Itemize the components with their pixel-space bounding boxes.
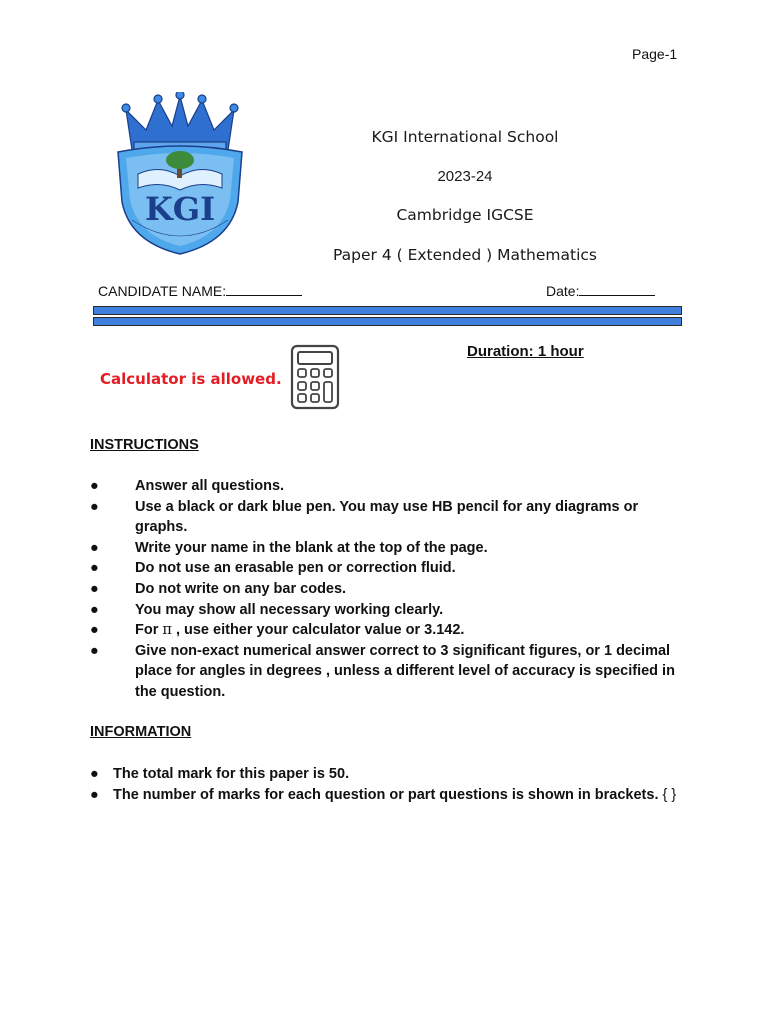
bullet-icon: ● xyxy=(90,766,99,782)
list-item: ● Write your name in the blank at the top of the page. xyxy=(90,538,690,559)
list-item: ● Do not write on any bar codes. xyxy=(90,579,690,600)
date-blank xyxy=(579,281,655,296)
list-item: ● You may show all necessary working clearly. xyxy=(90,600,690,621)
bullet-icon: ● xyxy=(90,539,99,556)
bullet-icon: ● xyxy=(90,622,99,639)
page-number: Page-1 xyxy=(632,46,678,62)
date-field xyxy=(546,281,655,299)
instructions-list xyxy=(90,476,690,703)
paper-title: Paper 4 ( Extended ) Mathematics xyxy=(333,246,597,264)
bullet-icon: ● xyxy=(90,601,99,618)
candidate-name-blank xyxy=(226,281,302,296)
bullet-icon: ● xyxy=(90,580,99,597)
list-item: ● Do not use an erasable pen or correction fluid. xyxy=(90,558,690,579)
marks-brackets: { } xyxy=(662,786,677,803)
instructions-heading: INSTRUCTIONS xyxy=(90,437,199,453)
list-item: ● The number of marks for each question or part questions is shown in brackets. { } xyxy=(90,785,690,806)
crown-icon xyxy=(122,92,238,150)
list-item: ● Use a black or dark blue pen. You may use HB pencil for any diagrams or graphs. xyxy=(90,498,639,536)
list-item: ● The total mark for this paper is 50. xyxy=(90,764,690,785)
header-divider-bottom xyxy=(93,317,682,326)
school-name: KGI International School xyxy=(371,128,559,146)
information-heading: INFORMATION xyxy=(90,724,192,740)
school-logo xyxy=(110,92,250,257)
exam-board: Cambridge IGCSE xyxy=(396,206,534,224)
exam-duration: Duration: 1 hour xyxy=(467,343,584,360)
date-label: Date: xyxy=(546,283,580,299)
bullet-icon: ● xyxy=(90,642,99,659)
list-item: ● Give non-exact numerical answer correct to 3 significant figures, or 1 decimal place for angles in degrees , unless a different level of accuracy is specified in the question. xyxy=(90,642,675,700)
bullet-icon: ● xyxy=(90,786,99,803)
calculator-notice: Calculator is allowed. xyxy=(100,370,282,388)
list-item-pi: ● For π , use either your calculator value or 3.142. xyxy=(90,620,690,641)
academic-year: 2023-24 xyxy=(437,168,493,185)
header-divider-top xyxy=(93,306,682,315)
candidate-name-label: CANDIDATE NAME: xyxy=(98,283,227,299)
bullet-icon: ● xyxy=(90,478,99,494)
logo-text: KGI xyxy=(144,190,216,228)
calculator-icon xyxy=(290,344,340,410)
candidate-name-field xyxy=(98,281,302,299)
information-list xyxy=(90,764,690,805)
bullet-icon: ● xyxy=(90,498,99,515)
pi-symbol: π xyxy=(162,622,172,639)
bullet-icon: ● xyxy=(90,560,99,577)
list-item: ● Answer all questions. xyxy=(90,476,690,497)
